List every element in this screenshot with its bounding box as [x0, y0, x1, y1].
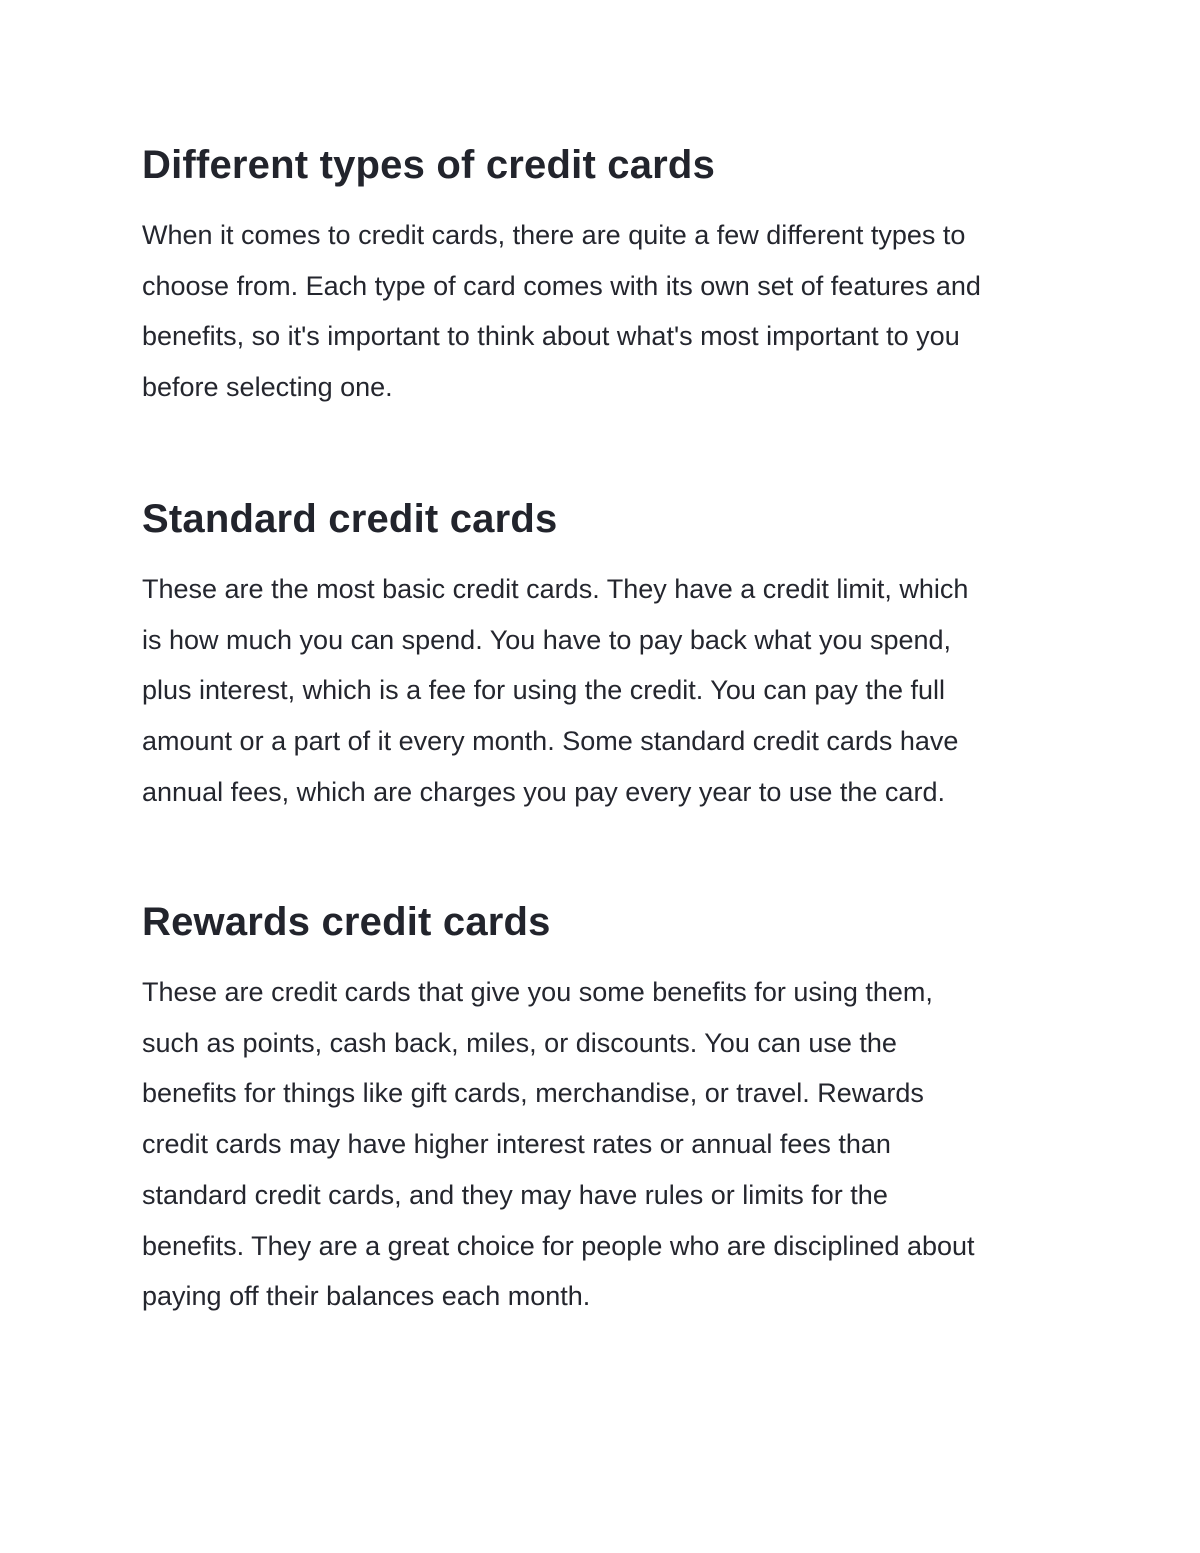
section-paragraph: [142, 564, 1072, 818]
paragraph-line: choose from. Each type of card comes with its own set of features and: [142, 270, 981, 301]
section-paragraph: [142, 210, 1072, 413]
section-rewards-cards: [142, 899, 1072, 1322]
paragraph-line: amount or a part of it every month. Some standard credit cards have: [142, 726, 959, 757]
section-heading: Standard credit cards: [142, 497, 558, 541]
paragraph-line: These are credit cards that give you some benefits for using them,: [142, 977, 933, 1007]
paragraph-line: standard credit cards, and they may have rules or limits for the: [142, 1179, 888, 1210]
section-heading: Different types of credit cards: [142, 143, 716, 187]
section-standard-cards: [142, 496, 1072, 818]
paragraph-line: annual fees, which are charges you pay every year to use the card.: [142, 776, 945, 807]
paragraph-line: before selecting one.: [142, 372, 393, 403]
paragraph-line: credit cards may have higher interest rates or annual fees than: [142, 1129, 891, 1160]
paragraph-line: When it comes to credit cards, there are quite a few different types to: [142, 220, 966, 250]
paragraph-line: These are the most basic credit cards. They have a credit limit, which: [142, 574, 969, 604]
paragraph-line: benefits, so it's important to think about what's most important to you: [142, 321, 960, 352]
paragraph-line: plus interest, which is a fee for using the credit. You can pay the full: [142, 675, 945, 706]
paragraph-line: benefits for things like gift cards, merchandise, or travel. Rewards: [142, 1078, 924, 1109]
section-different-types: [142, 142, 1072, 413]
paragraph-line: is how much you can spend. You have to pay back what you spend,: [142, 624, 952, 655]
paragraph-line: benefits. They are a great choice for people who are disciplined about: [142, 1230, 975, 1261]
section-paragraph: [142, 967, 1072, 1322]
section-heading: Rewards credit cards: [142, 900, 551, 944]
paragraph-line: paying off their balances each month.: [142, 1281, 591, 1312]
paragraph-line: such as points, cash back, miles, or discounts. You can use the: [142, 1027, 897, 1058]
